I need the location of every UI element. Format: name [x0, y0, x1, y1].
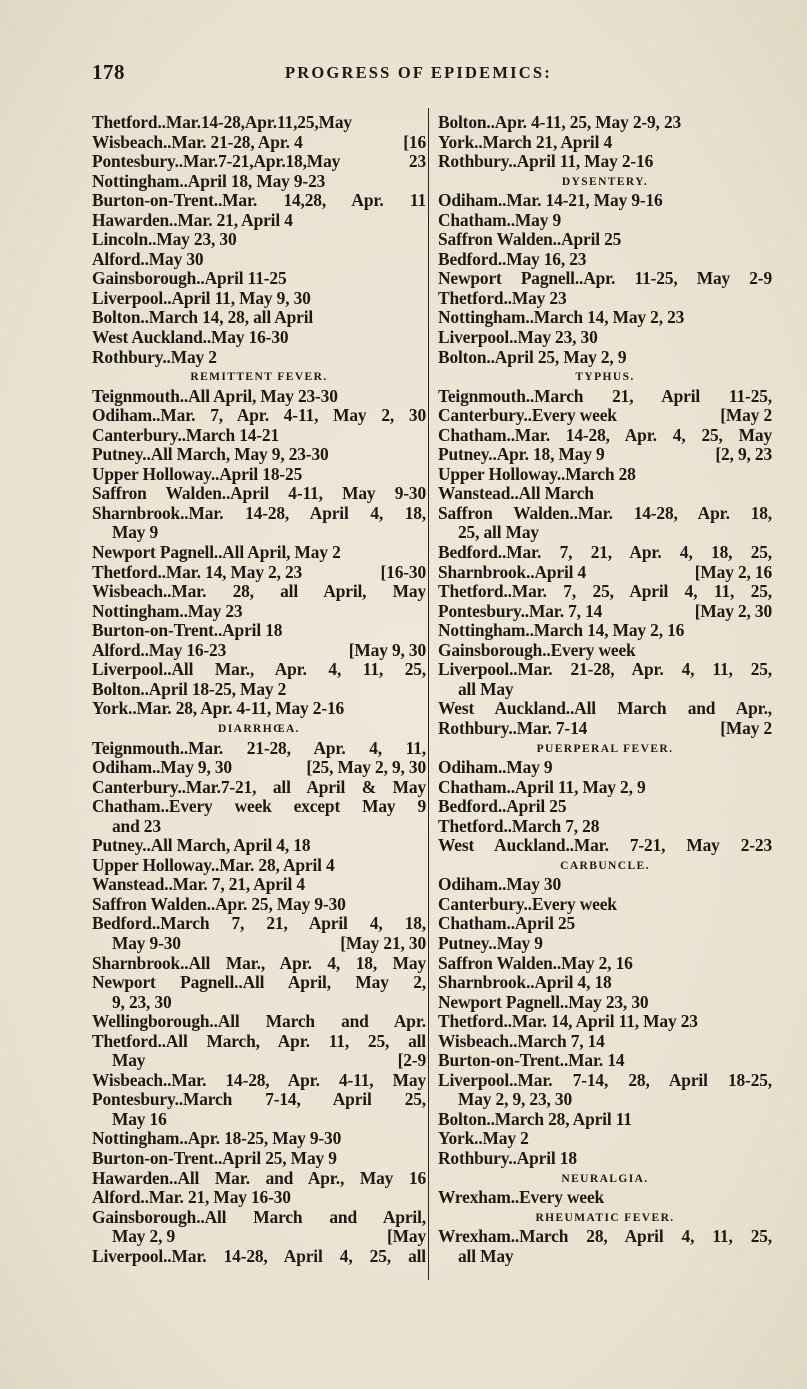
entry-line: [438, 758, 772, 778]
entry-line: [438, 465, 772, 485]
entry-text: Sharnbrook..April 4: [438, 561, 587, 582]
entry-text: Nottingham..Apr. 18-25, May 9-30: [92, 1128, 342, 1149]
entry-line: [438, 308, 772, 328]
entry-line: [92, 758, 426, 778]
entry-line: [438, 563, 772, 583]
entry-line: [438, 1247, 772, 1267]
carryover-text: [2, 9, 23: [715, 444, 772, 465]
entry-text: York..March 21, April 4: [438, 131, 612, 152]
section-heading: [438, 367, 772, 387]
carryover-text: [May 2: [720, 405, 772, 426]
entry-line: Chatham..Mar. 14-28, Apr. 4, 25, May: [438, 424, 772, 445]
running-header: [92, 60, 772, 88]
entry-text: Canterbury..March 14-21: [92, 424, 280, 445]
entry-line: [438, 680, 772, 700]
entry-line: Wellingborough..All March and Apr.: [92, 1011, 426, 1032]
entry-line: [92, 289, 426, 309]
right-column: [438, 113, 772, 1266]
entry-line: [438, 133, 772, 153]
entry-line: [438, 993, 772, 1013]
entry-line: [438, 1051, 772, 1071]
entry-line: [438, 1149, 772, 1169]
entry-line: [92, 563, 426, 583]
entry-line: [438, 817, 772, 837]
entry-line: Pontesbury..March 7-14, April 25,: [92, 1089, 426, 1110]
entry-text: Saffron Walden..May 2, 16: [438, 952, 633, 973]
entry-text: TYPHUS.: [575, 371, 635, 384]
entry-text: Liverpool..April 11, May 9, 30: [92, 287, 311, 308]
entry-text: NEURALGIA.: [561, 1172, 649, 1185]
entry-line: Sharnbrook..Mar. 14-28, April 4, 18,: [92, 502, 426, 523]
column-divider: [428, 108, 429, 1280]
entry-text: Thetford..Mar. 14, April 11, May 23: [438, 1011, 698, 1032]
entry-line: [438, 113, 772, 133]
carryover-text: [May 2, 16: [694, 561, 772, 582]
entry-text: Bedford..April 25: [438, 796, 567, 817]
carryover-text: [May 21, 30: [340, 932, 426, 953]
entry-text: Bedford..May 16, 23: [438, 248, 587, 269]
entry-line: Thetford..Mar.14-28,Apr.11,25,May: [92, 112, 352, 132]
entry-line: Wisbeach..Mar. 14-28, Apr. 4-11, May: [92, 1069, 426, 1090]
entry-line: [438, 406, 772, 426]
entry-text: Burton-on-Trent..Mar. 14: [438, 1050, 625, 1071]
entry-line: Pontesbury..Mar.7-21,Apr.18,May 23: [92, 151, 426, 172]
entry-text: Wisbeach..Mar. 21-28, Apr. 4: [92, 131, 303, 152]
entry-line: [438, 250, 772, 270]
carryover-text: [25, May 2, 9, 30: [306, 757, 426, 778]
entry-line: Chatham..Every week except May 9: [92, 796, 426, 817]
entry-text: Odiham..May 9, 30: [92, 757, 232, 778]
entry-line: Hawarden..All Mar. and Apr., May 16: [92, 1167, 426, 1188]
entry-text: May 2, 9, 23, 30: [458, 1089, 573, 1110]
entry-text: Chatham..May 9: [438, 209, 562, 230]
entry-text: all May: [458, 1245, 514, 1266]
entry-line: [438, 484, 772, 504]
entry-text: Odiham..Mar. 14-21, May 9-16: [438, 190, 663, 211]
entry-line: Liverpool..Mar. 21-28, Apr. 4, 11, 25,: [438, 659, 772, 680]
entry-line: Bedford..March 7, 21, April 4, 18,: [92, 913, 426, 934]
entry-line: [438, 895, 772, 915]
section-heading: [438, 172, 772, 192]
entry-text: Hawarden..Mar. 21, April 4: [92, 209, 293, 230]
entry-text: all May: [458, 678, 514, 699]
entry-text: Alford..Mar. 21, May 16-30: [92, 1187, 291, 1208]
entry-text: 9, 23, 30: [112, 991, 172, 1012]
carryover-text: [16: [403, 131, 426, 152]
section-heading: [438, 1208, 772, 1228]
entry-line: Wisbeach..Mar. 28, all April, May: [92, 581, 426, 602]
entry-text: Rothbury..April 18: [438, 1147, 577, 1168]
entry-line: [438, 211, 772, 231]
entry-line: [92, 328, 426, 348]
entry-line: Odiham..Mar. 7, Apr. 4-11, May 2, 30: [92, 405, 426, 426]
entry-text: Pontesbury..Mar. 7, 14: [438, 600, 603, 621]
entry-line: [92, 230, 426, 250]
entry-line: [438, 602, 772, 622]
entry-text: Gainsborough..Every week: [438, 639, 636, 660]
entry-text: Thetford..Mar. 14, May 2, 23: [92, 561, 303, 582]
carryover-text: [May 2, 30: [694, 600, 772, 621]
carryover-text: [May 2: [720, 717, 772, 738]
section-heading: [92, 367, 426, 387]
carryover-text: [May: [387, 1226, 426, 1247]
entry-line: Liverpool..Mar. 7-14, 28, April 18-25,: [438, 1069, 772, 1090]
entry-text: Gainsborough..April 11-25: [92, 268, 287, 289]
entry-text: DIARRHŒA.: [218, 722, 300, 735]
entry-line: [438, 1188, 772, 1208]
entry-line: Liverpool..All Mar., Apr. 4, 11, 25,: [92, 659, 426, 680]
entry-line: [92, 993, 426, 1013]
carryover-text: [May 9, 30: [348, 639, 426, 660]
entry-text: Bolton..Apr. 4-11, 25, May 2-9, 23: [438, 112, 682, 132]
entry-line: Newport Pagnell..Apr. 11-25, May 2-9: [438, 268, 772, 289]
entry-line: [92, 1110, 426, 1130]
entry-line: Sharnbrook..All Mar., Apr. 4, 18, May: [92, 952, 426, 973]
entry-line: [438, 641, 772, 661]
entry-text: Upper Holloway..March 28: [438, 463, 636, 484]
entry-line: [92, 426, 426, 446]
entry-text: Upper Holloway..Mar. 28, April 4: [92, 854, 335, 875]
entry-line: [92, 543, 426, 563]
entry-text: York..Mar. 28, Apr. 4-11, May 2-16: [92, 698, 345, 719]
entry-text: Nottingham..April 18, May 9-23: [92, 170, 326, 191]
entry-line: [438, 1090, 772, 1110]
entry-text: Bolton..March 14, 28, all April: [92, 307, 314, 328]
entry-line: [438, 445, 772, 465]
entry-text: Putney..May 9: [438, 932, 543, 953]
entry-line: [92, 895, 426, 915]
section-heading: [438, 739, 772, 759]
entry-line: Newport Pagnell..All April, May 2,: [92, 972, 426, 993]
entry-text: Wrexham..Every week: [438, 1187, 605, 1208]
entry-text: Nottingham..March 14, May 2, 16: [438, 620, 685, 641]
entry-line: [92, 699, 426, 719]
entry-line: Canterbury..Mar.7-21, all April & May: [92, 776, 426, 797]
entry-text: Rothbury..April 11, May 2-16: [438, 151, 654, 172]
entry-line: [92, 680, 426, 700]
entry-text: PUERPERAL FEVER.: [536, 742, 674, 755]
entry-line: [438, 954, 772, 974]
entry-line: [92, 1149, 426, 1169]
entry-text: May: [112, 1050, 146, 1071]
carryover-text: [16-30: [380, 561, 426, 582]
entry-line: [438, 348, 772, 368]
entry-text: Alford..May 16-23: [92, 639, 227, 660]
entry-line: [92, 641, 426, 661]
entry-line: West Auckland..Mar. 7-21, May 2-23: [438, 835, 772, 856]
entry-line: [438, 1012, 772, 1032]
entry-line: [92, 856, 426, 876]
entry-line: [438, 230, 772, 250]
entry-line: [92, 348, 426, 368]
entry-line: [92, 308, 426, 328]
entry-line: Gainsborough..All March and April,: [92, 1206, 426, 1227]
entry-line: [438, 328, 772, 348]
entry-line: [92, 269, 426, 289]
entry-line: Thetford..Mar. 7, 25, April 4, 11, 25,: [438, 581, 772, 602]
entry-line: [438, 797, 772, 817]
entry-text: Putney..All March, April 4, 18: [92, 835, 311, 856]
entry-text: Burton-on-Trent..April 25, May 9: [92, 1147, 337, 1168]
entry-text: Odiham..May 9: [438, 757, 553, 778]
entry-text: Alford..May 30: [92, 248, 204, 269]
entry-text: May 16: [112, 1108, 167, 1129]
entry-text: and 23: [112, 815, 161, 836]
entry-line: [438, 621, 772, 641]
entry-text: Wanstead..All March: [438, 483, 594, 504]
entry-text: Wisbeach..March 7, 14: [438, 1030, 605, 1051]
entry-text: RHEUMATIC FEVER.: [535, 1211, 675, 1224]
entry-text: Rothbury..Mar. 7-14: [438, 717, 588, 738]
carryover-text: [2-9: [397, 1050, 426, 1071]
entry-text: DYSENTERY.: [561, 175, 649, 188]
entry-line: [92, 875, 426, 895]
entry-line: [92, 133, 426, 153]
entry-line: [438, 1110, 772, 1130]
entry-line: [92, 465, 426, 485]
entry-text: Upper Holloway..April 18-25: [92, 463, 303, 484]
entry-line: [92, 602, 426, 622]
section-heading: [438, 856, 772, 876]
entry-text: Odiham..May 30: [438, 874, 562, 895]
entry-line: Bedford..Mar. 7, 21, Apr. 4, 18, 25,: [438, 542, 772, 563]
entry-line: [438, 778, 772, 798]
entry-line: [438, 934, 772, 954]
running-title: PROGRESS OF EPIDEMICS:: [285, 63, 552, 82]
entry-text: Thetford..March 7, 28: [438, 815, 600, 836]
entry-line: [438, 1129, 772, 1149]
entry-text: Thetford..May 23: [438, 287, 567, 308]
entry-text: Saffron Walden..Apr. 25, May 9-30: [92, 893, 346, 914]
entry-line: West Auckland..All March and Apr.,: [438, 698, 772, 719]
entry-text: May 9-30: [112, 932, 181, 953]
entry-line: Teignmouth..Mar. 21-28, Apr. 4, 11,: [92, 737, 426, 758]
entry-text: Nottingham..May 23: [92, 600, 243, 621]
entry-line: [92, 1188, 426, 1208]
entry-line: [438, 152, 772, 172]
entry-text: Chatham..April 25: [438, 913, 576, 934]
entry-line: Teignmouth..March 21, April 11-25,: [438, 385, 772, 406]
entry-text: May 2, 9: [112, 1226, 176, 1247]
entry-line: [92, 172, 426, 192]
entry-text: Lincoln..May 23, 30: [92, 229, 237, 250]
entry-text: Saffron Walden..April 25: [438, 229, 622, 250]
entry-line: [92, 836, 426, 856]
entry-text: May 9: [112, 522, 159, 543]
page-number: 178: [92, 60, 125, 84]
entry-text: Canterbury..Every week: [438, 893, 617, 914]
entry-line: [438, 719, 772, 739]
entry-text: REMITTENT FEVER.: [190, 371, 328, 384]
entry-text: Putney..Apr. 18, May 9: [438, 444, 605, 465]
entry-line: Wrexham..March 28, April 4, 11, 25,: [438, 1226, 772, 1247]
entry-text: CARBUNCLE.: [560, 859, 650, 872]
entry-line: [438, 191, 772, 211]
entry-line: [438, 914, 772, 934]
entry-text: Bolton..April 18-25, May 2: [92, 678, 287, 699]
entry-text: Nottingham..March 14, May 2, 23: [438, 307, 685, 328]
entry-text: 25, all May: [458, 522, 539, 543]
entry-line: [92, 211, 426, 231]
entry-text: Newport Pagnell..All April, May 2: [92, 542, 341, 563]
section-heading: [92, 719, 426, 739]
entry-text: Bolton..March 28, April 11: [438, 1108, 632, 1129]
section-heading: [438, 1169, 772, 1189]
entry-line: [92, 1129, 426, 1149]
entry-line: [92, 817, 426, 837]
entry-line: [92, 387, 426, 407]
entry-text: Chatham..April 11, May 2, 9: [438, 776, 646, 797]
entry-line: Saffron Walden..April 4-11, May 9-30: [92, 483, 426, 504]
entry-text: Bolton..April 25, May 2, 9: [438, 346, 627, 367]
left-column: [92, 113, 426, 1266]
entry-line: [92, 934, 426, 954]
entry-text: York..May 2: [438, 1128, 529, 1149]
entry-line: [92, 523, 426, 543]
entry-line: [92, 621, 426, 641]
entry-text: Wanstead..Mar. 7, 21, April 4: [92, 874, 305, 895]
entry-line: [438, 973, 772, 993]
entry-line: [92, 445, 426, 465]
entry-text: Liverpool..May 23, 30: [438, 327, 598, 348]
entry-line: [438, 289, 772, 309]
entry-text: Putney..All March, May 9, 23-30: [92, 444, 329, 465]
entry-text: West Auckland..May 16-30: [92, 327, 289, 348]
entry-line: [438, 523, 772, 543]
entry-line: [438, 1032, 772, 1052]
entry-text: Newport Pagnell..May 23, 30: [438, 991, 649, 1012]
entry-line: [92, 1227, 426, 1247]
entry-line: [92, 250, 426, 270]
entry-text: Teignmouth..All April, May 23-30: [92, 385, 338, 406]
entry-text: Sharnbrook..April 4, 18: [438, 972, 612, 993]
entry-line: [438, 875, 772, 895]
entry-text: Rothbury..May 2: [92, 346, 217, 367]
entry-text: Burton-on-Trent..April 18: [92, 620, 283, 641]
entry-line: Liverpool..Mar. 14-28, April 4, 25, all: [92, 1245, 426, 1266]
entry-line: Saffron Walden..Mar. 14-28, Apr. 18,: [438, 502, 772, 523]
entry-line: [92, 1051, 426, 1071]
entry-line: Thetford..All March, Apr. 11, 25, all: [92, 1030, 426, 1051]
entry-line: Burton-on-Trent..Mar. 14,28, Apr. 11: [92, 190, 426, 211]
entry-text: Canterbury..Every week: [438, 405, 617, 426]
